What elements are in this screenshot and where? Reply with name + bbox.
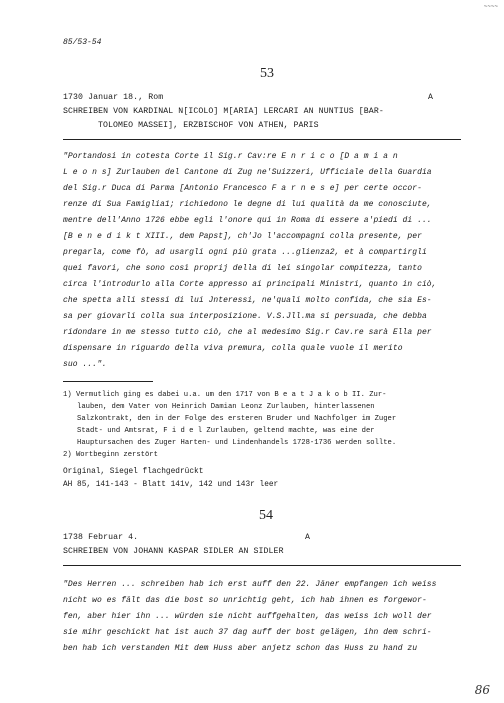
doc53-type: A — [428, 93, 434, 102]
doc53-text-line: renze di Sua Famiglia1; richiedono le degne di lui qualità da me conosciute, — [63, 200, 432, 209]
footnote-line: lauben, dem Vater von Heinrich Damian Leonz Zurlauben, hinterlassenen — [77, 403, 375, 411]
doc54-date-place: 1738 Februar 4. — [63, 533, 139, 542]
footnote-line: Hauptursachen des Zuger Harten- und Lindenhandels 1728-1736 werden sollte. — [77, 439, 397, 447]
footnote-line: Stadt- und Amtsrat, F i d e l Zurlauben, geltend machte, was eine der — [77, 427, 375, 435]
footnote-rule — [63, 381, 153, 382]
doc53-text-line: ridondare in me stesso tutto ciò, che al medesimo Sig.r Cav.re sarà Ella per — [63, 328, 432, 337]
doc54-text-line: nicht wo es fält das die bost so unrichtig geht, ich hab ihnen es forgewor- — [63, 596, 427, 605]
footnote-line: Salzkontrakt, den in der Folge des ersteren Bruder und Nachfolger im Zuger — [77, 415, 397, 423]
doc54-text-line: ben hab ich verstanden Mit dem Huss aber anjetz schon das Huss zu hand zu — [63, 644, 418, 653]
doc53-date-place: 1730 Januar 18., Rom — [63, 93, 164, 102]
doc53-text-line: del Sig.r Duca di Parma [Antonio Francesco F a r n e s e] per certe occor- — [63, 184, 422, 193]
doc53-text-line: pregarla, come fò, ad usargli ogni più grata ...glienza2, et à compartirgli — [63, 248, 427, 257]
doc53-source-line2: AH 85, 141-143 - Blatt 141v, 142 und 143r leer — [63, 481, 279, 489]
document-number-53: 53 — [260, 66, 274, 81]
doc53-text-line: quei favori, che sono così proprij della di lei singolar compitezza, tanto — [63, 264, 422, 273]
doc53-text-line: "Portandosi in cotesta Corte il Sig.r Cav:re E n r i c o [D a m i a n — [63, 152, 398, 161]
doc53-text-line: circa l'introdurlo alla Corte appresso ai principali Ministri, quanto in ciò, — [63, 280, 437, 289]
doc54-type: A — [305, 533, 311, 542]
doc53-text-line: L e o n s] Zurlauben del Cantone di Zug ne'Suizzeri, Ufficiale della Guardia — [63, 168, 432, 177]
header-rule-54 — [63, 565, 461, 566]
doc53-text-line: sa per giovarli colla sua interposizione. V.S.Jll.ma si persuada, che debba — [63, 312, 427, 321]
doc53-source-line1: Original, Siegel flachgedrückt — [63, 468, 204, 476]
corner-mark: ~~~~ — [483, 3, 498, 10]
doc53-title-line2: TOLOMEO MASSEI], ERZBISCHOF VON ATHEN, PARIS — [98, 121, 319, 130]
handwritten-page-number: 86 — [474, 683, 490, 697]
doc53-text-line: [B e n e d i k t XIII., dem Papst], ch'Jo l'accompagni colla presente, per — [63, 232, 422, 241]
doc53-text-line: dispensare in riguardo della viva premura, colla quale vuole il merito — [63, 344, 403, 353]
archive-reference: 85/53-54 — [63, 38, 102, 47]
doc53-text-line: mentre dell'Anno 1726 ebbe egli l'onore qui in Roma di essere a'piedi di ... — [63, 216, 432, 225]
header-rule — [63, 139, 461, 140]
doc53-text-line: che spetta alli stessi di lui Jnteressi, ne'quali molto confida, che sia Es- — [63, 296, 432, 305]
footnote-line: 1) Vermutlich ging es dabei u.a. um den 1717 von B e a t J a k o b II. Zur- — [63, 391, 387, 399]
doc54-text-line: "Des Herren ... schreiben hab ich erst auff den 22. Jäner empfangen ich weiss — [63, 580, 437, 589]
doc53-title-line1: SCHREIBEN VON KARDINAL N[ICOLO] M[ARIA] LERCARI AN NUNTIUS [BAR- — [63, 107, 384, 116]
doc54-text-line: fen, aber hier ihn ... würden sie nicht auffgehalten, das weiss ich woll der — [63, 612, 432, 621]
doc54-text-line: sie mihr geschickt hat ist auch 37 dag auff der bost gelägen, ihn dem schri- — [63, 628, 432, 637]
doc54-title: SCHREIBEN VON JOHANN KASPAR SIDLER AN SIDLER — [63, 547, 284, 556]
doc53-text-line: suo ...". — [63, 360, 107, 369]
document-number-54: 54 — [259, 508, 273, 523]
footnote-line: 2) Wortbeginn zerstört — [63, 451, 158, 459]
